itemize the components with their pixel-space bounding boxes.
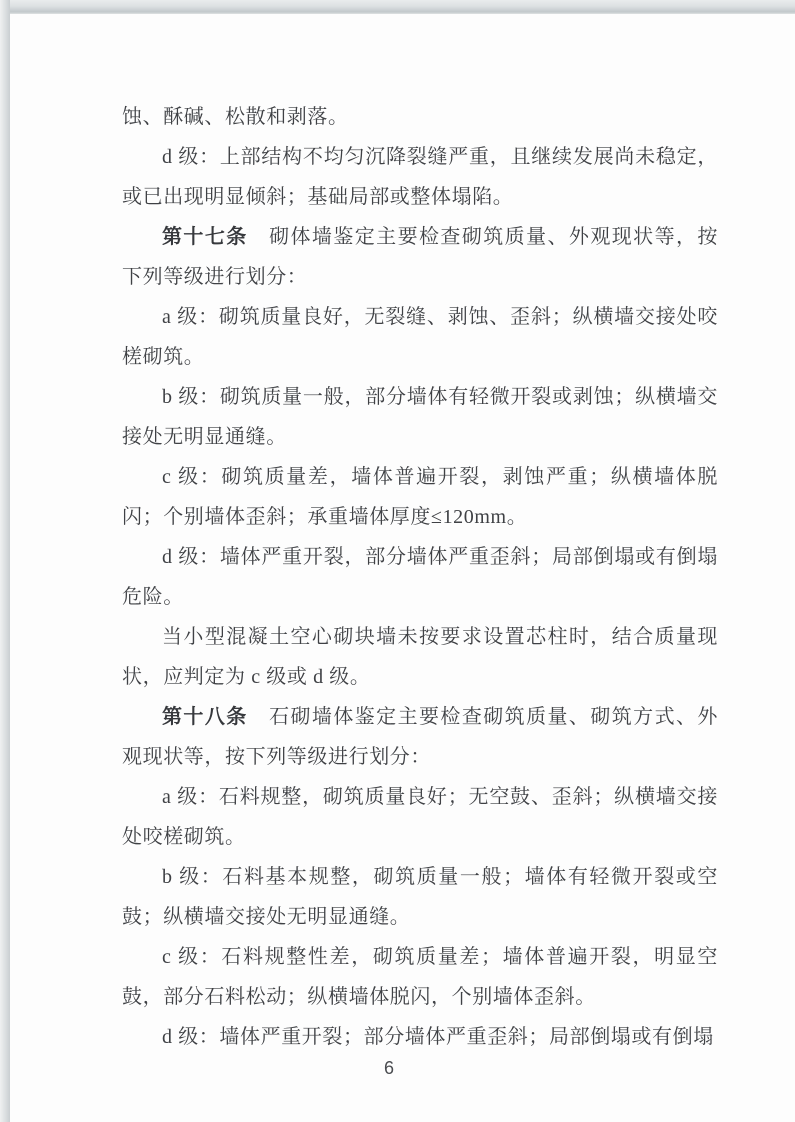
body-paragraph: d 级：上部结构不均匀沉降裂缝严重，且继续发展尚未稳定，或已出现明显倾斜；基础局部或整体塌陷。 [122, 146, 718, 208]
article-number: 第十七条 [162, 226, 248, 248]
body-paragraph: 蚀、酥碱、松散和剥落。 [122, 106, 349, 128]
body-paragraph: d 级：墙体严重开裂，部分墙体严重歪斜；局部倒塌或有倒塌危险。 [122, 546, 718, 608]
body-paragraph: b 级：砌筑质量一般，部分墙体有轻微开裂或剥蚀；纵横墙交接处无明显通缝。 [122, 386, 718, 448]
body-paragraph: b 级：石料基本规整，砌筑质量一般；墙体有轻微开裂或空鼓；纵横墙交接处无明显通缝。 [122, 866, 718, 928]
scan-edge-left [0, 0, 10, 1122]
scan-edge-top [0, 0, 795, 14]
page-footer [0, 1053, 778, 1083]
document-body [122, 97, 718, 1057]
body-paragraph: c 级：石料规整性差，砌筑质量差；墙体普遍开裂，明显空鼓，部分石料松动；纵横墙体脱闪，个别墙体歪斜。 [122, 946, 718, 1008]
article-paragraph: 第十七条 砌体墙鉴定主要检查砌筑质量、外观现状等，按下列等级进行划分： [122, 226, 718, 288]
article-paragraph: 第十八条 石砌墙体鉴定主要检查砌筑质量、砌筑方式、外观现状等，按下列等级进行划分： [122, 706, 718, 768]
body-paragraph: a 级：石料规整，砌筑质量良好；无空鼓、歪斜；纵横墙交接处咬槎砌筑。 [122, 786, 718, 848]
body-paragraph: d 级：墙体严重开裂；部分墙体严重歪斜；局部倒塌或有倒塌 [162, 1026, 714, 1048]
article-number: 第十八条 [162, 706, 248, 728]
body-paragraph: c 级：砌筑质量差，墙体普遍开裂，剥蚀严重；纵横墙体脱闪；个别墙体歪斜；承重墙体厚度≤120mm。 [122, 466, 718, 528]
body-paragraph: a 级：砌筑质量良好，无裂缝、剥蚀、歪斜；纵横墙交接处咬槎砌筑。 [122, 306, 718, 368]
page-number: 6 [383, 1058, 394, 1078]
body-paragraph: 当小型混凝土空心砌块墙未按要求设置芯柱时，结合质量现状，应判定为 c 级或 d 级。 [122, 626, 718, 688]
